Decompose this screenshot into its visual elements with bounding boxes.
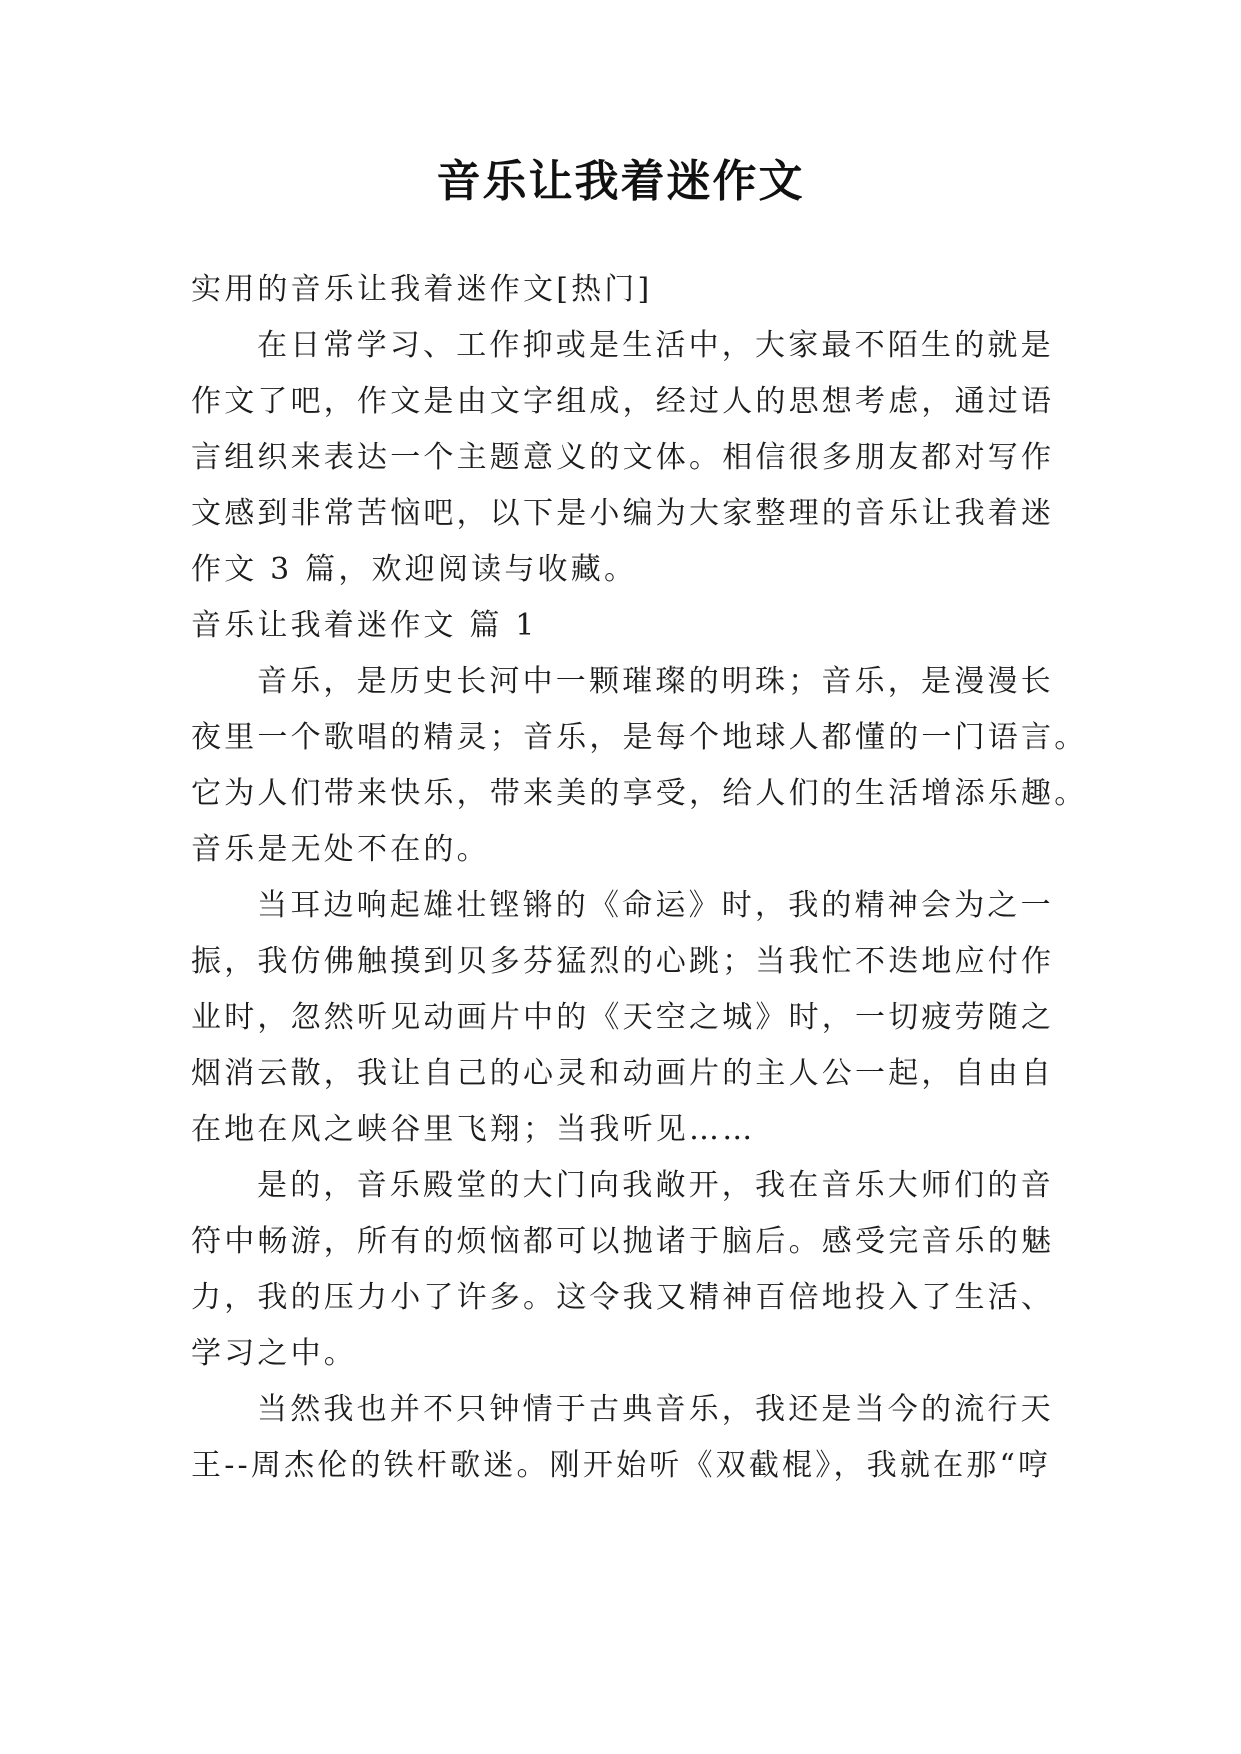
paragraph-line: 符中畅游，所有的烦恼都可以抛诸于脑后。感受完音乐的魅: [191, 1224, 1055, 1259]
intro-paragraph-line: 在日常学习、工作抑或是生活中，大家最不陌生的就是: [257, 328, 1054, 363]
paragraph-line: 王--周杰伦的铁杆歌迷。刚开始听《双截棍》，我就在那“哼: [191, 1448, 1052, 1483]
paragraph-line: 烟消云散，我让自己的心灵和动画片的主人公一起，自由自: [191, 1056, 1055, 1091]
intro-paragraph-line: 文感到非常苦恼吧，以下是小编为大家整理的音乐让我着迷: [191, 496, 1055, 531]
paragraph-line: 当然我也并不只钟情于古典音乐，我还是当今的流行天: [257, 1392, 1054, 1427]
paragraph-line: 音乐是无处不在的。: [191, 832, 490, 867]
intro-paragraph-line: 言组织来表达一个主题意义的文体。相信很多朋友都对写作: [191, 440, 1055, 475]
document-body: [191, 262, 1088, 1494]
section-heading: 音乐让我着迷作文 篇 1: [191, 608, 538, 643]
paragraph-line: 夜里一个歌唱的精灵；音乐，是每个地球人都懂的一门语言。: [191, 720, 1088, 755]
paragraph-line: 音乐，是历史长河中一颗璀璨的明珠；音乐，是漫漫长: [257, 664, 1054, 699]
paragraph-line: 在地在风之峡谷里飞翔；当我听见……: [191, 1112, 756, 1147]
paragraph-line: 学习之中。: [191, 1336, 357, 1371]
intro-paragraph-line: 作文了吧，作文是由文字组成，经过人的思想考虑，通过语: [191, 384, 1055, 419]
paragraph-line: 业时，忽然听见动画片中的《天空之城》时，一切疲劳随之: [191, 1000, 1055, 1035]
intro-paragraph-line: 作文 3 篇，欢迎阅读与收藏。: [191, 552, 638, 587]
document-title: 音乐让我着迷作文: [436, 156, 805, 207]
paragraph-line: 当耳边响起雄壮铿锵的《命运》时，我的精神会为之一: [257, 888, 1054, 923]
subtitle-line: 实用的音乐让我着迷作文[热门]: [191, 272, 653, 307]
paragraph-line: 力，我的压力小了许多。这令我又精神百倍地投入了生活、: [191, 1280, 1055, 1315]
paragraph-line: 是的，音乐殿堂的大门向我敞开，我在音乐大师们的音: [257, 1168, 1054, 1203]
paragraph-line: 振，我仿佛触摸到贝多芬猛烈的心跳；当我忙不迭地应付作: [191, 944, 1055, 979]
paragraph-line: 它为人们带来快乐，带来美的享受，给人们的生活增添乐趣。: [191, 776, 1088, 811]
